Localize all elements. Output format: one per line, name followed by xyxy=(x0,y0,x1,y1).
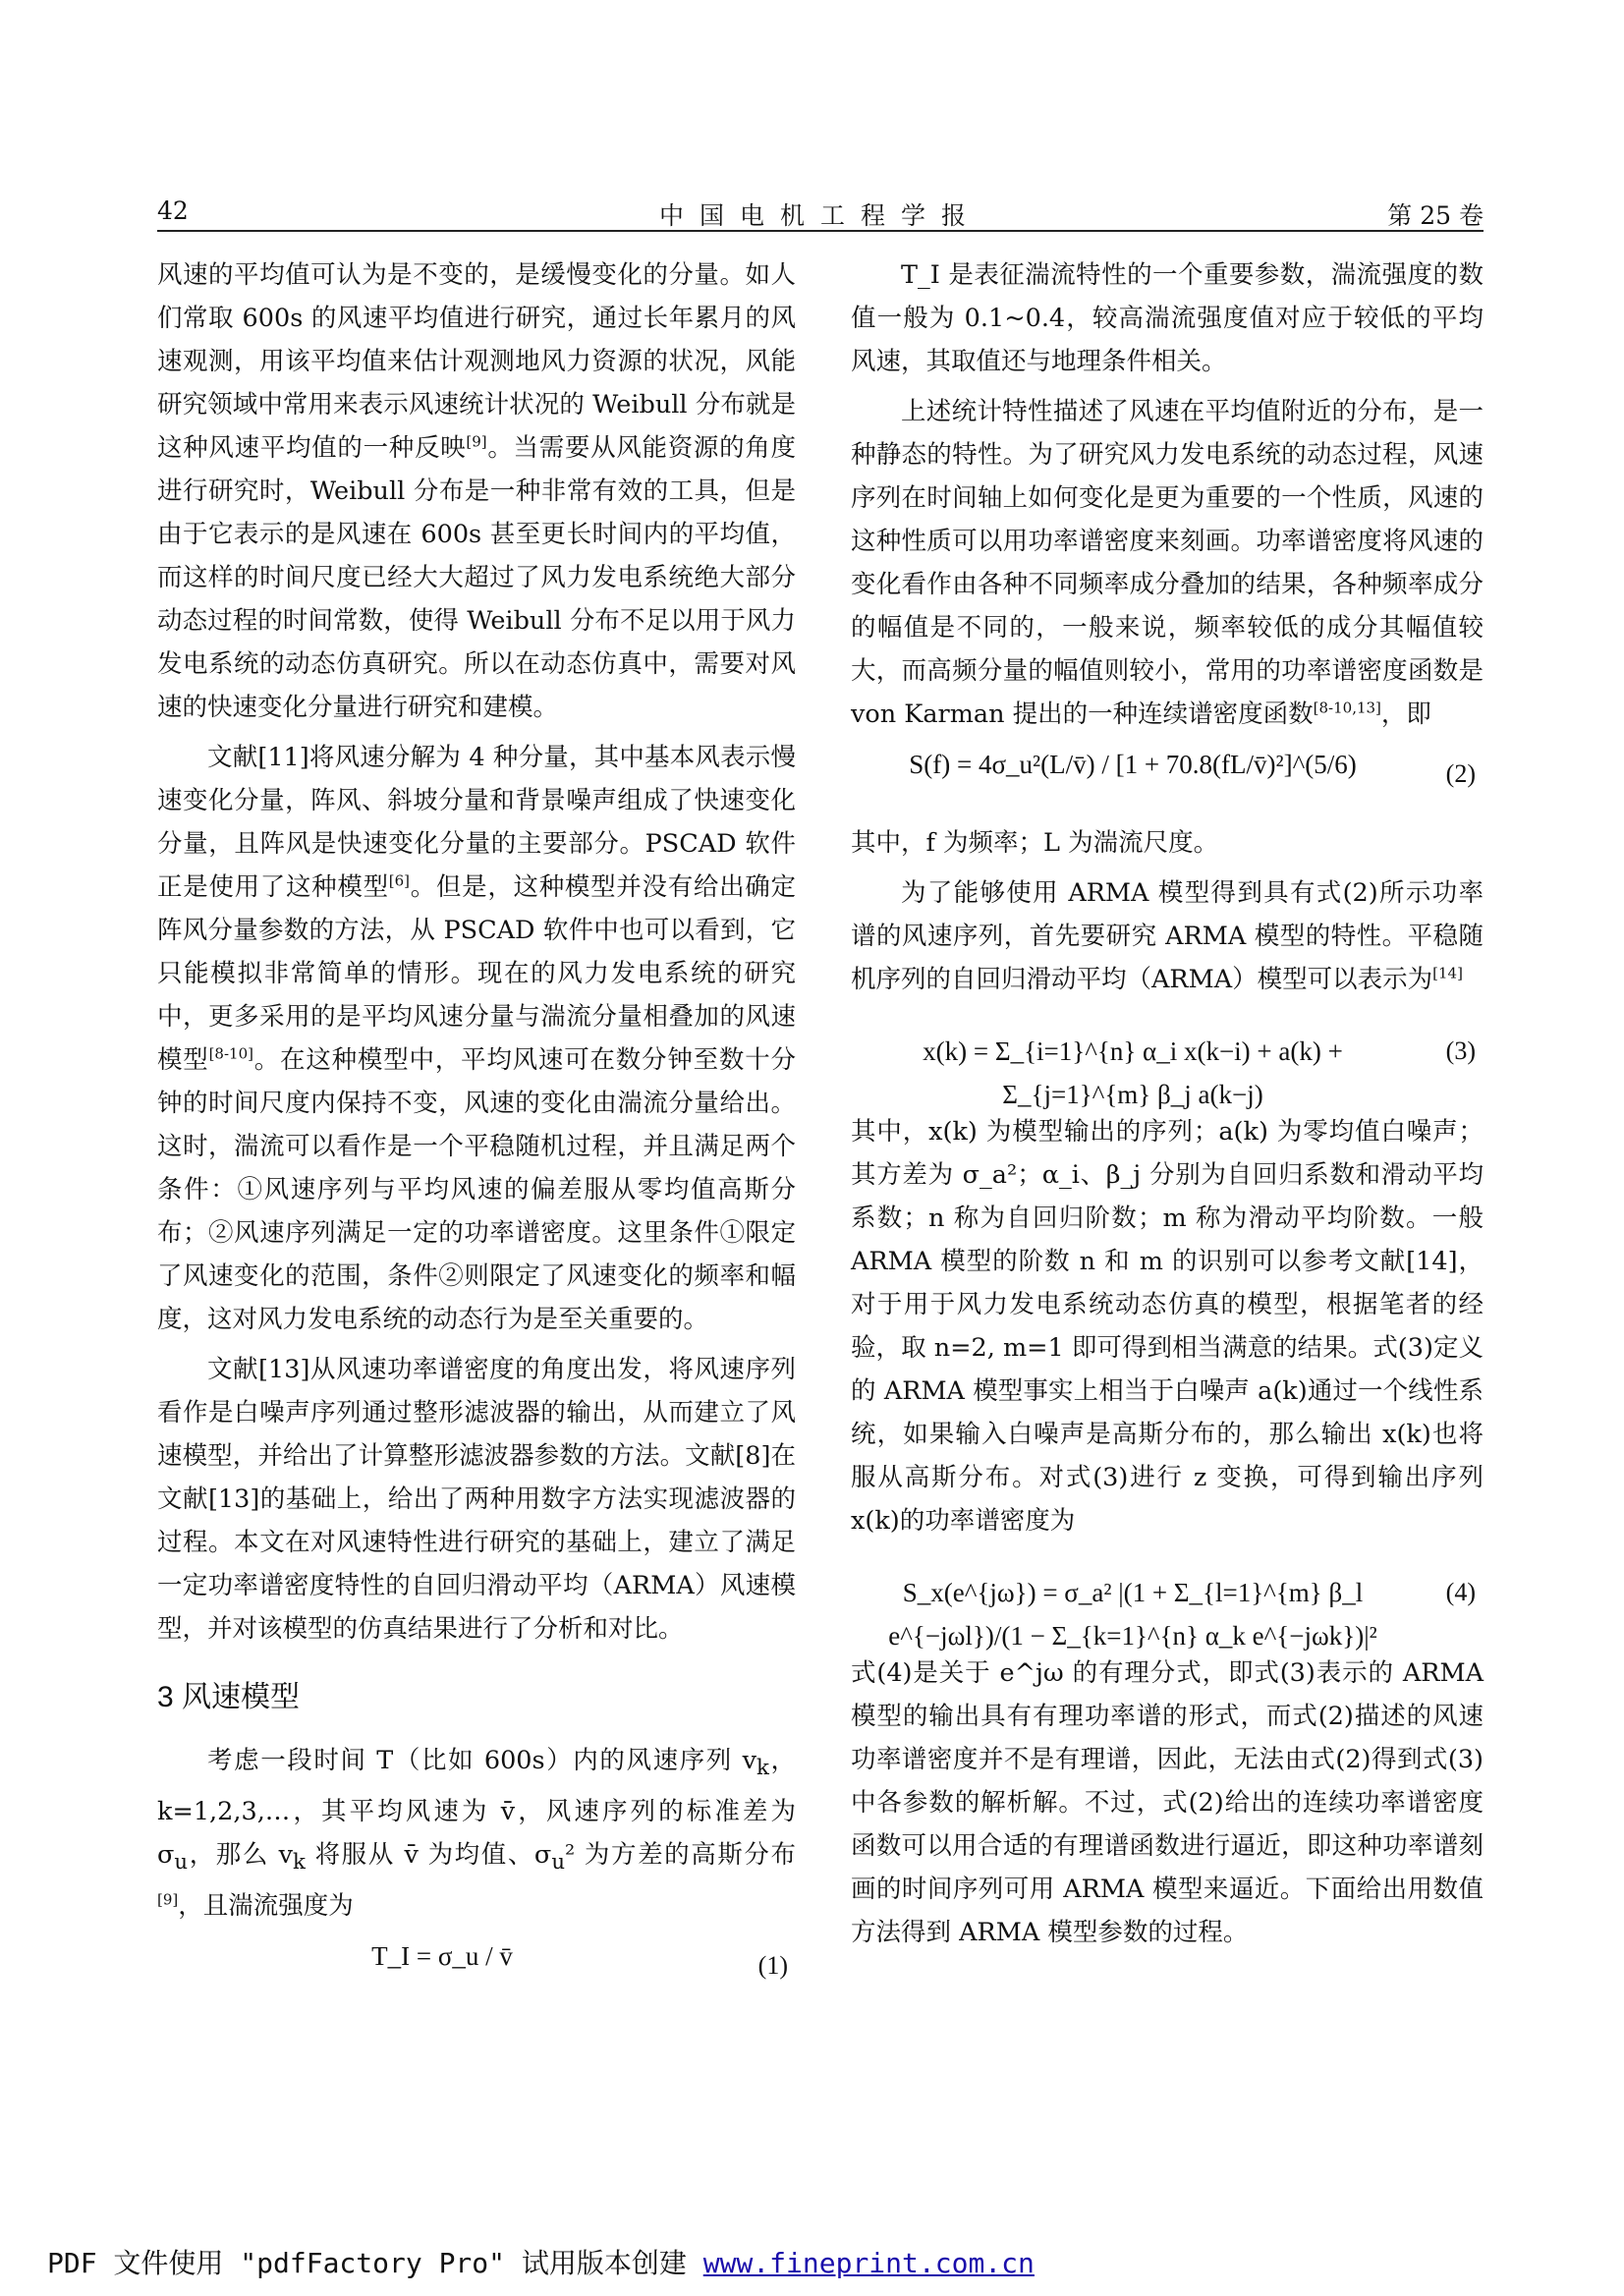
volume-label: 第 25 卷 xyxy=(1387,201,1484,230)
citation[interactable]: [8-10,13] xyxy=(1313,699,1381,717)
citation[interactable]: [14] xyxy=(1432,964,1463,982)
paragraph: 文献[11]将风速分解为 4 种分量，其中基本风表示慢速变化分量，阵风、斜坡分量和背景噪声组成了快速变化分量，且阵风是快速变化分量的主要部分。PSCAD 软件正是使用了这种模型[6]。但是，这种模型并没有给出确定阵风分量参数的方法，从 PSCAD 软件中也可以看到，它只能模拟非常简单的情形。现在的风力发电系统的研究中，更多采用的是平均风速分量与湍流分量相叠加的风速模型[8-10]。在这种模型中，平均风速可在数分钟至数十分钟的时间尺度内保持不变，风速的变化由湍流分量给出。这时，湍流可以看作是一个平稳随机过程，并且满足两个条件：①风速序列与平均风速的偏差服从零均值高斯分布；②风速序列满足一定的功率谱密度。这里条件①限定了风速变化的范围，条件②则限定了风速变化的频率和幅度，这对风力发电系统的动态行为是至关重要的。 xyxy=(157,743,796,1334)
equation-body: S_x(e^{jω}) = σ_a² |(1 + Σ_{l=1}^{m} β_l e^{−jωl})/(1 − Σ_{k=1}^{n} α_k e^{−jωk})|² xyxy=(888,1578,1377,1651)
citation[interactable]: [8-10] xyxy=(208,1044,253,1063)
journal-name: 中国电机工程学报 xyxy=(658,201,981,230)
equation-number: (3) xyxy=(1445,1036,1476,1065)
equation-body: T_I = σ_u / v̄ xyxy=(371,1941,513,1972)
pdf-footer xyxy=(47,2242,1580,2281)
citation[interactable]: [9] xyxy=(157,1890,179,1909)
paragraph: T_I 是表征湍流特性的一个重要参数，湍流强度的数值一般为 0.1~0.4，较高湍流强度值对应于较低的平均风速，其取值还与地理条件相关。 xyxy=(851,260,1484,376)
footer-text: PDF 文件使用 "pdfFactory Pro" 试用版本创建 xyxy=(47,2247,703,2279)
equation-body: S(f) = 4σ_u²(L/v̄) / [1 + 70.8(fL/v̄)²]^(5/6) xyxy=(909,750,1357,779)
paragraph: 文献[13]从风速功率谱密度的角度出发，将风速序列看作是白噪声序列通过整形滤波器的输出，从而建立了风速模型，并给出了计算整形滤波器参数的方法。文献[8]在文献[13]的基础上，给出了两种用数字方法实现滤波器的过程。本文在对风速特性进行研究的基础上，建立了满足一定功率谱密度特性的自回归滑动平均（ARMA）风速模型，并对该模型的仿真结果进行了分析和对比。 xyxy=(157,1355,796,1644)
paragraph: 其中，x(k) 为模型输出的序列；a(k) 为零均值白噪声；其方差为 σ_a²；α_i、β_j 分别为自回归系数和滑动平均系数；n 称为自回归阶数；m 称为滑动平均阶数。一般 ARMA 模型的阶数 n 和 m 的识别可以参考文献[14]，对于用于风力发电系统动态仿真的模型，根据笔者的经验，取 n=2, m=1 即可得到相当满意的结果。式(3)定义的 ARMA 模型事实上相当于白噪声 a(k)通过一个线性系统，如果输入白噪声是高斯分布的，那么输出 x(k)也将服从高斯分布。对式(3)进行 z 变换，可得到输出序列 x(k)的功率谱密度为 xyxy=(851,1117,1484,1536)
paragraph: 式(4)是关于 e^jω 的有理分式，即式(3)表示的 ARMA 模型的输出具有有理功率谱的形式，而式(2)描述的风速功率谱密度并不是有理谱，因此，无法由式(2)得到式(3)中各参数的解析解。不过，式(2)给出的连续功率谱密度函数可以用合适的有理谱函数进行逼近，即这种功率谱刻画的时间序列可用 ARMA 模型来逼近。下面给出用数值方法得到 ARMA 模型参数的过程。 xyxy=(851,1658,1484,1947)
citation[interactable]: [6] xyxy=(388,871,411,890)
paragraph: 为了能够使用 ARMA 模型得到具有式(2)所示功率谱的风速序列，首先要研究 ARMA 模型的特性。平稳随机序列的自回归滑动平均（ARMA）模型可以表示为[14] xyxy=(851,878,1484,994)
equation-body: x(k) = Σ_{i=1}^{n} α_i x(k−i) + a(k) + Σ_{j=1}^{m} β_j a(k−j) xyxy=(923,1036,1343,1109)
footer-link[interactable]: www.fineprint.com.cn xyxy=(702,2247,1035,2279)
equation-number: (4) xyxy=(1445,1578,1476,1606)
paragraph: 上述统计特性描述了风速在平均值附近的分布，是一种静态的特性。为了研究风力发电系统的动态过程，风速序列在时间轴上如何变化是更为重要的一个性质，风速的这种性质可以用功率谱密度来刻画。功率谱密度将风速的变化看作由各种不同频率成分叠加的结果，各种频率成分的幅值是不同的，一般来说，频率较低的成分其幅值较大，而高频分量的幅值则较小，常用的功率谱密度函数是 von Karman 提出的一种连续谱密度函数[8-10,13]，即 xyxy=(851,397,1484,729)
section-heading: 3 风速模型 xyxy=(157,1681,301,1713)
equation-2 xyxy=(851,743,1484,812)
citation[interactable]: [9] xyxy=(466,432,487,451)
equation-3 xyxy=(851,1008,1484,1109)
equation-number: (2) xyxy=(1445,759,1476,788)
paragraph: 其中，f 为频率；L 为湍流尺度。 xyxy=(851,828,1219,858)
paragraph: 考虑一段时间 T（比如 600s）内的风速序列 $v_k$，k=1,2,3,…，其平均风速为 v̄，风速序列的标准差为 $\sigma_u$，那么 $v_k$ 将服从 v̄ 为均值、$\sigma_u^2$ 为方差的高斯分布[9]，且湍流强度为 xyxy=(157,1746,796,1922)
equation-1 xyxy=(157,1934,796,2003)
paragraph: 风速的平均值可认为是不变的，是缓慢变化的分量。如人们常取 600s 的风速平均值进行研究，通过长年累月的风速观测，用该平均值来估计观测地风力资源的状况，风能研究领域中常用来表示风速统计状况的 Weibull 分布就是这种风速平均值的一种反映[9]。当需要从风能资源的角度进行研究时，Weibull 分布是一种非常有效的工具，但是由于它表示的是风速在 600s 甚至更长时间内的平均值，而这样的时间尺度已经大大超过了风力发电系统绝大部分动态过程的时间常数，使得 Weibull 分布不足以用于风力发电系统的动态仿真研究。所以在动态仿真中，需要对风速的快速变化分量进行研究和建模。 xyxy=(157,260,796,722)
left-column xyxy=(157,253,796,2013)
equation-4 xyxy=(851,1549,1484,1651)
page-number: 42 xyxy=(157,196,189,225)
running-header xyxy=(157,196,1484,232)
equation-number: (1) xyxy=(757,1951,788,1981)
right-column xyxy=(851,253,1484,1961)
